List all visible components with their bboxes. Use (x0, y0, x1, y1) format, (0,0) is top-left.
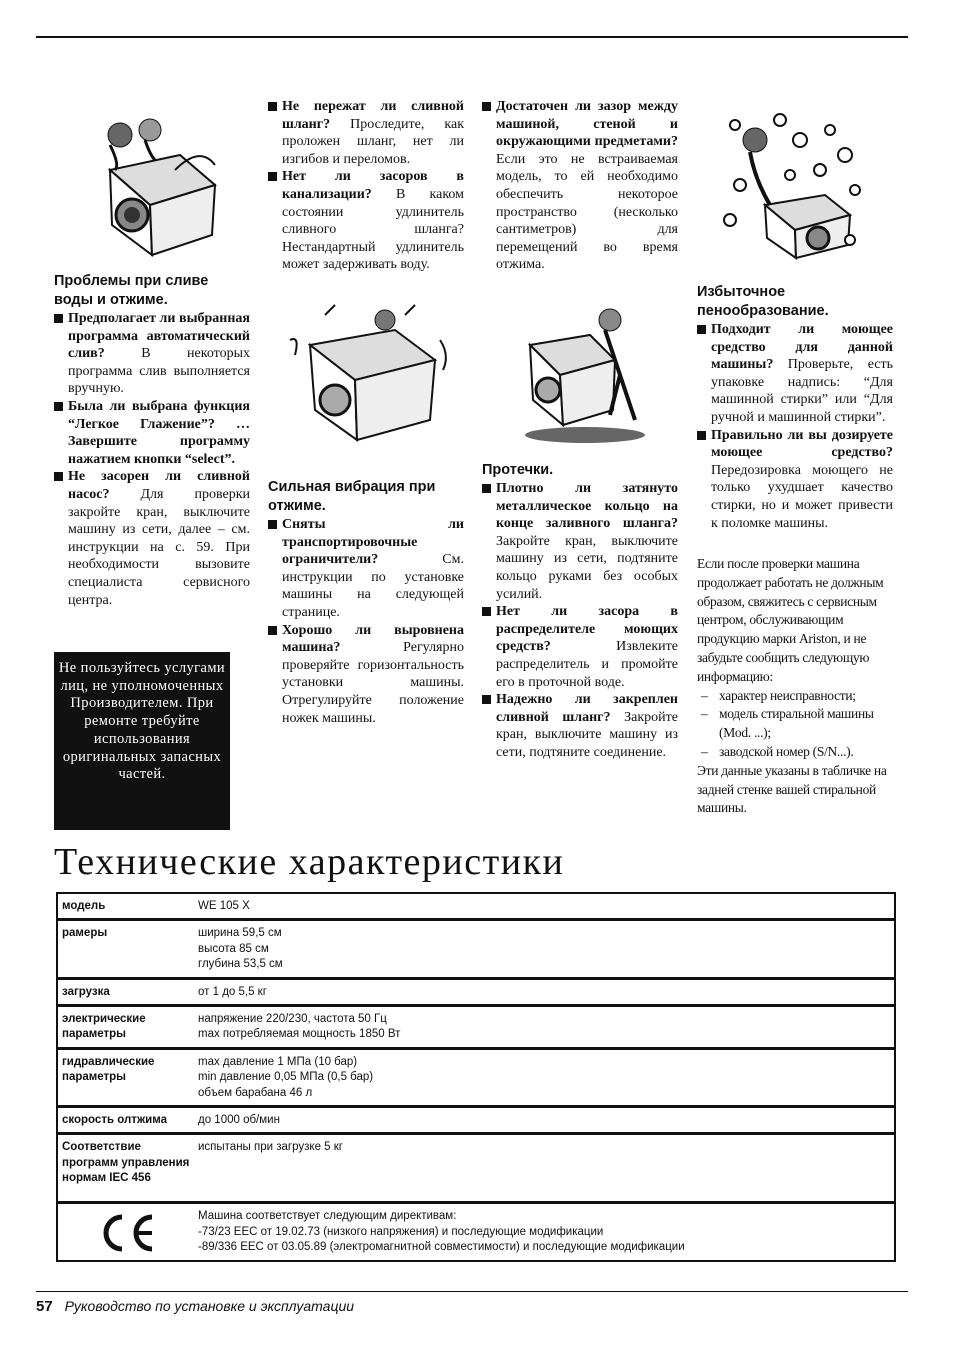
table-row (58, 894, 894, 921)
list-item: Была ли выбрана функция “Легкое Глажение”? … Завершите программу нажатием кнопки “select”. (54, 398, 250, 468)
heading-leaks: Протечки. (482, 462, 554, 478)
column-hose (268, 98, 464, 274)
table-row (58, 1135, 894, 1204)
list-item: Надежно ли закреплен сливной шланг? Закройте кран, выключите машину из сети, подтяните соединение. (482, 691, 678, 761)
heading-drain: Проблемы при сливе воды и отжиме. (54, 273, 209, 308)
spec-key: рамеры (62, 927, 108, 940)
list-item: Хорошо ли выровнена машина? Регулярно проверяйте горизонтальность установки машины. Отрегулируйте положение ножек машины. (268, 622, 464, 728)
heading-vibration: Сильная вибрация при отжиме. (268, 479, 436, 514)
spec-value: Машина соответствует следующим директивам: -73/23 EEC от 19.02.73 (низкого напряжения) и последующие модификации -89/336 EEC от 03.05.89 (электромагнитной совместимости) и последующие модификации (198, 1210, 685, 1254)
list-item: Правильно ли вы дозируете моющее средство? Передозировка моющего не только ухудшает качество стирки, но и может привести к поломке машины. (697, 427, 893, 533)
spec-value: напряжение 220/230, частота 50 Гц max потребляемая мощность 1850 Вт (198, 1013, 401, 1041)
spec-key: электрические параметры (62, 1013, 146, 1041)
spec-value: испытаны при загрузке 5 кг (198, 1141, 343, 1154)
column-contact (697, 555, 893, 818)
list-item: Плотно ли затянуто металлическое кольцо на конце заливного шланга? Закройте кран, выключите машину из сети, подтяните кольцо руками без особых усилий. (482, 480, 678, 603)
column-gap (482, 98, 678, 274)
table-row (58, 1007, 894, 1050)
spec-key: загрузка (62, 985, 110, 998)
list-item: Предполагает ли выбранная программа автоматический слив? В некоторых программа слив выполняется вручную. (54, 310, 250, 398)
spec-key: Соответствие программ управления нормам IEC 456 (62, 1141, 190, 1185)
table-row (58, 1050, 894, 1108)
table-row (58, 921, 894, 979)
spec-key: гидравлические параметры (62, 1055, 155, 1084)
spec-value: до 1000 об/мин (198, 1114, 280, 1127)
spec-value: WE 105 X (198, 900, 250, 912)
leak-illustration (515, 295, 660, 445)
top-rule (36, 36, 908, 38)
list-item: Сняты ли транспортировочные ограничители? См. инструкции по установке машины на следующей странице. (268, 516, 464, 622)
list-item: Нет ли засора в распределителе моющих средств? Извлеките распределитель и промойте его в проточной воде. (482, 603, 678, 691)
spec-key: модель (62, 900, 106, 912)
spec-value: ширина 59,5 см высота 85 см глубина 53,5 см (198, 927, 283, 971)
vibration-illustration (285, 300, 450, 450)
list-item: Не засорен ли сливной насос? Для проверки закройте кран, выключите машину из сети, далее – см. инструкции на с. 59. При необходимости вызовите специалиста сервисного центра. (54, 468, 250, 609)
page-footer (36, 1298, 354, 1315)
table-row (58, 1204, 894, 1259)
spec-value: от 1 до 5,5 кг (198, 985, 267, 998)
spec-key: скорость олтжима (62, 1114, 168, 1127)
label-location-note: Эти данные указаны в табличке на задней стенке вашей стиральной машины. (697, 762, 887, 816)
foam-illustration (720, 110, 865, 260)
service-notice-box: Не пользуйтесь услугами лиц, не уполномоченных Производителем. При ремонте требуйте использования оригинальных запасных частей. (54, 652, 230, 830)
washing-machine-drain-illustration (80, 110, 230, 260)
contact-paragraph: Если после проверки машина продолжает работать не должным образом, свяжитесь с сервисным центром, обслуживающим продукцию марки Ariston, и не забудьте сообщить следующую информацию: (697, 556, 884, 684)
column-drain (54, 272, 250, 609)
column-foam (697, 283, 893, 532)
list-item: Нет ли засоров в канализации? В каком состоянии удлинитель сливного шланга? Нестандартный удлинитель может задерживать воду. (268, 168, 464, 274)
footer-rule (36, 1291, 908, 1292)
ce-mark-cell (58, 1204, 194, 1259)
table-row (58, 980, 894, 1007)
footer-text: Руководство по установке и эксплуатации (64, 1298, 355, 1314)
list-item: Не пережат ли сливной шланг? Проследите, как проложен шланг, нет ли изгибов и переломов. (268, 98, 464, 168)
ce-mark-icon (94, 1211, 158, 1255)
table-row (58, 1108, 894, 1135)
list-item: Достаточен ли зазор между машиной, стеной и окружающими предметами? Если это не встраиваемая модель, то ей необходимо обеспечить некоторое пространство (несколько сантиметров) для перемещений во время отжима. (482, 98, 678, 274)
list-item: – заводской номер (S/N...). (697, 743, 893, 762)
heading-foam: Избыточное пенообразование. (697, 284, 829, 319)
list-item: – модель стиральной машины (Mod. ...); (697, 705, 893, 743)
spec-table (56, 892, 896, 1262)
list-item: Подходит ли моющее средство для данной машины? Проверьте, есть упаковке надпись: “Для машинной стирки” или “Для ручной и машинной стирки”. (697, 321, 893, 427)
spec-value: max давление 1 МПа (10 бар) min давление 0,05 МПа (0,5 бар) объем барабана 46 л (198, 1055, 374, 1099)
column-leaks (482, 461, 678, 762)
column-vibration (268, 478, 464, 727)
page-number: 57 (36, 1298, 53, 1315)
section-title: Технические характеристики (54, 841, 565, 883)
list-item: – характер неисправности; (697, 687, 893, 706)
